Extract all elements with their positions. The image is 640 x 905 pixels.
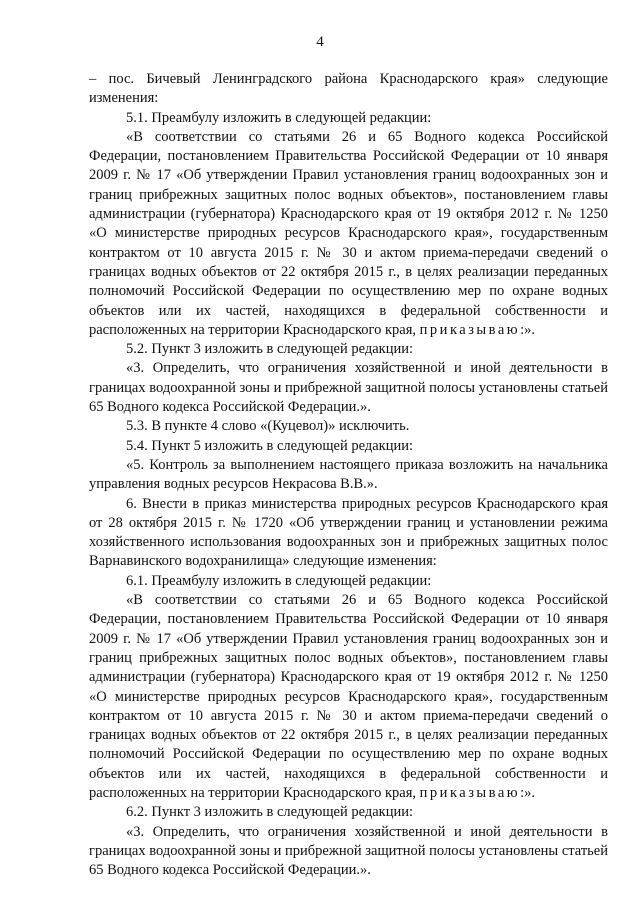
page-number: 4: [316, 34, 324, 50]
paragraph-6-2-text: «3. Определить, что ограничения хозяйственной и иной деятельности в границах водоохранной зоны и прибрежной защитной полосы установлены статьей 65 Водного кодекса Российской Федерации.».: [89, 823, 608, 879]
paragraph-6-1: 6.1. Преамбулу изложить в следующей редакции:: [126, 572, 432, 589]
spaced-word: приказываю: [419, 321, 521, 338]
spaced-word: приказываю: [419, 784, 521, 801]
paragraph-5-4: 5.4. Пункт 5 изложить в следующей редакции:: [126, 437, 414, 454]
document-body: [89, 70, 608, 880]
paragraph-5-2-text: «3. Определить, что ограничения хозяйственной и иной деятельности в границах водоохранной зоны и прибрежной защитной полосы установлены статьей 65 Водного кодекса Российской Федерации.».: [89, 360, 608, 416]
paragraph-5-1: 5.1. Преамбулу изложить в следующей редакции:: [126, 109, 432, 126]
paragraph-6-2: 6.2. Пункт 3 изложить в следующей редакции:: [126, 804, 414, 821]
paragraph-6-1-preamble: «В соответствии со статьями 26 и 65 Водного кодекса Российской Федерации, постановлением Правительства Российской Федерации от 10 января 2009 г. № 17 «Об утверждении Правил установления границ водоохранных зон и границ прибрежных защитных полос водных объектов», постановлением главы администрации (губернатора) Краснодарского края от 19 октября 2012 г. № 1250 «О министерстве природных ресурсов Краснодарского края», государственным контрактом от 10 августа 2015 г. № 30 и актом приема-передачи сведений о границах водных объектов от 22 октября 2015 г., в целях реализации переданных полномочий Российской Федерации по осуществлению мер по охране водных объектов или их частей, находящихся в федеральной собственности и расположенных на территории Краснодарского края, приказываю:».: [89, 592, 608, 801]
paragraph-intro-continuation: – пос. Бичевый Ленинградского района Краснодарского края» следующие изменения:: [89, 71, 608, 107]
paragraph-5-4-text: «5. Контроль за выполнением настоящего приказа возложить на начальника управления водных ресурсов Некрасова В.В.».: [89, 456, 608, 493]
paragraph-5-3: 5.3. В пункте 4 слово «(Куцевол)» исключить.: [126, 418, 410, 435]
paragraph-5-1-preamble: «В соответствии со статьями 26 и 65 Водного кодекса Российской Федерации, постановлением Правительства Российской Федерации от 10 января 2009 г. № 17 «Об утверждении Правил установления границ водоохранных зон и границ прибрежных защитных полос водных объектов», постановлением главы администрации (губернатора) Краснодарского края от 19 октября 2012 г. № 1250 «О министерстве природных ресурсов Краснодарского края», государственным контрактом от 10 августа 2015 г. № 30 и актом приема-передачи сведений о границах водных объектов от 22 октября 2015 г., в целях реализации переданных полномочий Российской Федерации по осуществлению мер по охране водных объектов или их частей, находящихся в федеральной собственности и расположенных на территории Краснодарского края, приказываю:».: [89, 128, 608, 338]
paragraph-6: 6. Внести в приказ министерства природных ресурсов Краснодарского края от 28 октября 2015 г. № 1720 «Об утверждении границ и установлении режима хозяйственного использования водоохранных зон и прибрежных защитных полос Варнавинского водохранилища» следующие изменения:: [89, 495, 608, 570]
paragraph-5-2: 5.2. Пункт 3 изложить в следующей редакции:: [126, 341, 414, 358]
